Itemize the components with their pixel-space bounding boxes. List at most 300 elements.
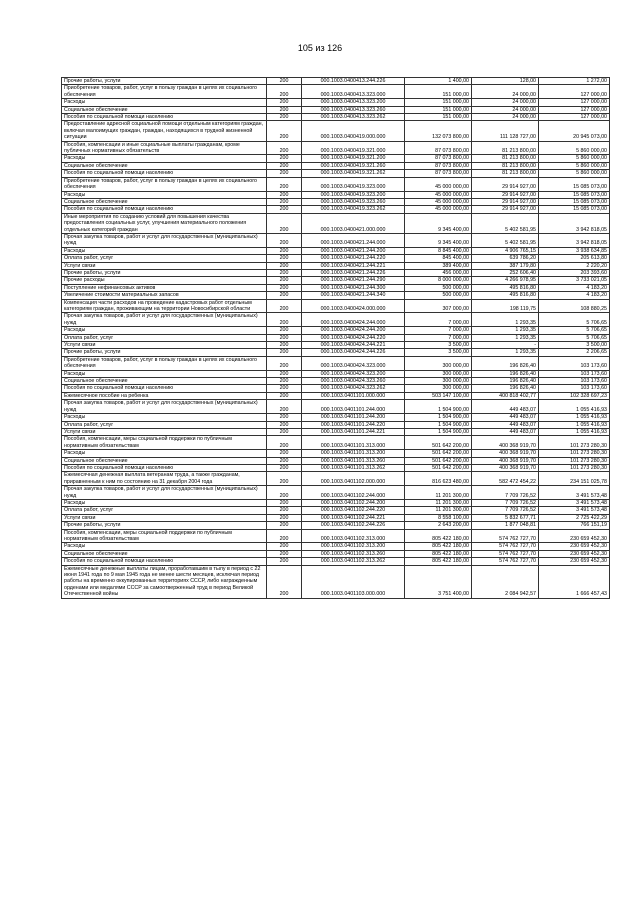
row-executed-amount-cell: 29 914 927,00 [472,191,539,198]
row-executed-amount-cell: 4 266 978,95 [472,277,539,284]
row-code-cell: 200 [267,550,302,557]
row-approved-amount-cell: 87 073 800,00 [405,155,472,162]
table-row [62,464,610,471]
row-classification-cell: 000.1003.0400424.323.262 [302,385,405,392]
row-code-cell: 200 [267,457,302,464]
row-executed-amount-cell: 111 128 727,00 [472,121,539,141]
row-name-cell: Оплата работ, услуг [62,421,267,428]
row-classification-cell: 000.1003.0400419.323.262 [302,206,405,213]
row-executed-amount-cell: 196 826,40 [472,356,539,370]
row-executed-amount-cell: 5 402 581,95 [472,213,539,233]
row-name-cell: Прочие работы, услуги [62,522,267,529]
row-classification-cell: 000.1003.0400419.323.260 [302,198,405,205]
row-approved-amount-cell: 9 345 400,00 [405,213,472,233]
table-row [62,356,610,370]
row-classification-cell: 000.1003.0401102.313.260 [302,550,405,557]
table-row [62,284,610,291]
row-name-cell: Социальное обеспечение [62,550,267,557]
row-approved-amount-cell: 805 422 180,00 [405,543,472,550]
row-code-cell: 200 [267,114,302,121]
budget-execution-table [61,77,610,599]
row-code-cell: 200 [267,284,302,291]
row-name-cell: Пособия по социальной помощи населению [62,558,267,565]
row-name-cell: Социальное обеспечение [62,162,267,169]
row-remaining-amount-cell: 15 085 073,00 [539,191,610,198]
row-approved-amount-cell: 300 000,00 [405,378,472,385]
row-executed-amount-cell: 1 293,35 [472,334,539,341]
row-classification-cell: 000.1003.0400424.000.000 [302,299,405,313]
row-name-cell: Социальное обеспечение [62,457,267,464]
table-row [62,414,610,421]
row-remaining-amount-cell: 3 500,00 [539,342,610,349]
row-executed-amount-cell: 7 709 726,52 [472,507,539,514]
row-classification-cell: 000.1003.0401102.313.200 [302,543,405,550]
table-row [62,499,610,506]
table-row [62,262,610,269]
row-code-cell: 200 [267,191,302,198]
row-classification-cell: 000.1003.0401102.313.262 [302,558,405,565]
row-approved-amount-cell: 503 147 100,00 [405,392,472,399]
table-row [62,486,610,500]
row-name-cell: Поступление нефинансовых активов [62,284,267,291]
row-remaining-amount-cell: 127 000,00 [539,85,610,99]
row-classification-cell: 000.1003.0400424.244.000 [302,313,405,327]
table-row [62,313,610,327]
row-executed-amount-cell: 449 483,07 [472,400,539,414]
row-executed-amount-cell: 29 914 927,00 [472,206,539,213]
row-approved-amount-cell: 8 845 400,00 [405,247,472,254]
row-classification-cell: 000.1003.0401103.000.000 [302,565,405,598]
row-classification-cell: 000.1003.0401101.244.221 [302,428,405,435]
table-row [62,247,610,254]
row-remaining-amount-cell: 3 491 573,48 [539,486,610,500]
row-approved-amount-cell: 501 642 200,00 [405,464,472,471]
row-name-cell: Пособия, компенсации, меры социальной поддержки по публичным нормативным обязательствам [62,529,267,543]
row-remaining-amount-cell: 1 055 416,93 [539,414,610,421]
row-executed-amount-cell: 128,00 [472,78,539,85]
row-approved-amount-cell: 805 422 180,00 [405,529,472,543]
row-executed-amount-cell: - [472,342,539,349]
row-classification-cell: 000.1003.0400413.323.262 [302,114,405,121]
row-executed-amount-cell: 198 119,75 [472,299,539,313]
row-remaining-amount-cell: 230 659 452,30 [539,529,610,543]
row-code-cell: 200 [267,522,302,529]
row-remaining-amount-cell: 15 085 073,00 [539,177,610,191]
row-approved-amount-cell: 8 000 000,00 [405,277,472,284]
row-classification-cell: 000.1003.0400419.000.000 [302,121,405,141]
row-name-cell: Социальное обеспечение [62,198,267,205]
row-approved-amount-cell: 45 000 000,00 [405,206,472,213]
row-approved-amount-cell: 805 422 180,00 [405,558,472,565]
row-executed-amount-cell: 196 826,40 [472,378,539,385]
row-name-cell: Приобретение товаров, работ, услуг в пользу граждан в целях их социального обеспечения [62,356,267,370]
row-code-cell: 200 [267,255,302,262]
row-approved-amount-cell: 816 623 480,00 [405,472,472,486]
row-name-cell: Услуги связи [62,262,267,269]
row-code-cell: 200 [267,277,302,284]
table-row [62,436,610,450]
row-classification-cell: 000.1003.0401102.313.000 [302,529,405,543]
row-executed-amount-cell: 196 826,40 [472,385,539,392]
row-executed-amount-cell: 400 368 919,70 [472,436,539,450]
row-remaining-amount-cell: 1 666 457,43 [539,565,610,598]
row-classification-cell: 000.1003.0401101.313.262 [302,464,405,471]
row-name-cell: Услуги связи [62,428,267,435]
row-executed-amount-cell: 574 762 727,70 [472,558,539,565]
row-remaining-amount-cell: 5 860 000,00 [539,162,610,169]
row-classification-cell: 000.1003.0400421.244.000 [302,233,405,247]
row-code-cell: 200 [267,233,302,247]
row-name-cell: Оплата работ, услуг [62,507,267,514]
row-code-cell: 200 [267,299,302,313]
row-approved-amount-cell: 151 000,00 [405,114,472,121]
row-executed-amount-cell: 400 368 919,70 [472,464,539,471]
table-row [62,450,610,457]
row-name-cell: Прочая закупка товаров, работ и услуг для государственных (муниципальных) нужд [62,313,267,327]
row-classification-cell: 000.1003.0400413.323.200 [302,99,405,106]
row-executed-amount-cell: 7 709 726,52 [472,499,539,506]
row-remaining-amount-cell: 101 273 280,30 [539,436,610,450]
row-classification-cell: 000.1003.0401101.313.000 [302,436,405,450]
row-executed-amount-cell: 1 293,35 [472,349,539,356]
row-approved-amount-cell: 500 000,00 [405,284,472,291]
row-executed-amount-cell: 400 818 402,77 [472,392,539,399]
table-row [62,472,610,486]
table-row [62,543,610,550]
row-name-cell: Услуги связи [62,342,267,349]
row-name-cell: Оплата работ, услуг [62,255,267,262]
row-remaining-amount-cell: 3 491 573,48 [539,499,610,506]
row-name-cell: Пособия, компенсации, меры социальной поддержки по публичным нормативным обязательствам [62,436,267,450]
row-code-cell: 200 [267,106,302,113]
row-classification-cell: 000.1003.0401102.000.000 [302,472,405,486]
row-executed-amount-cell: 582 472 454,22 [472,472,539,486]
row-classification-cell: 000.1003.0400421.244.290 [302,277,405,284]
row-classification-cell: 000.1003.0400419.321.260 [302,162,405,169]
row-name-cell: Ежемесячная денежная выплата ветеранам труда, а также гражданам, приравненным к ним по состоянию на 31 декабря 2004 года [62,472,267,486]
table-row [62,522,610,529]
row-classification-cell: 000.1003.0400421.244.340 [302,292,405,299]
row-classification-cell: 000.1003.0401102.244.000 [302,486,405,500]
row-code-cell: 200 [267,450,302,457]
row-approved-amount-cell: 45 000 000,00 [405,177,472,191]
row-executed-amount-cell: 81 213 800,00 [472,162,539,169]
row-approved-amount-cell: 132 073 800,00 [405,121,472,141]
row-code-cell: 200 [267,400,302,414]
table-row [62,269,610,276]
row-code-cell: 200 [267,198,302,205]
row-code-cell: 200 [267,141,302,155]
row-classification-cell: 000.1003.0401101.313.260 [302,457,405,464]
table-row [62,400,610,414]
table-row [62,162,610,169]
row-approved-amount-cell: 300 000,00 [405,385,472,392]
row-approved-amount-cell: 1 504 900,00 [405,421,472,428]
row-executed-amount-cell: 24 000,00 [472,99,539,106]
row-classification-cell: 000.1003.0400421.244.300 [302,284,405,291]
row-name-cell: Расходы [62,370,267,377]
row-code-cell: 200 [267,262,302,269]
row-remaining-amount-cell: 101 273 280,30 [539,464,610,471]
table-row [62,85,610,99]
row-remaining-amount-cell: 103 173,60 [539,370,610,377]
row-classification-cell: 000.1003.0401102.244.220 [302,507,405,514]
row-executed-amount-cell: 5 832 677,71 [472,514,539,521]
row-code-cell: 200 [267,378,302,385]
row-executed-amount-cell: 196 826,40 [472,370,539,377]
table-row [62,198,610,205]
row-classification-cell: 000.1003.0400421.244.200 [302,247,405,254]
row-classification-cell: 000.1003.0401102.244.221 [302,514,405,521]
row-classification-cell: 000.1003.0400419.323.000 [302,177,405,191]
row-code-cell: 200 [267,392,302,399]
row-executed-amount-cell: 1 877 048,81 [472,522,539,529]
table-row [62,385,610,392]
row-name-cell: Пособия по социальной помощи населению [62,464,267,471]
row-remaining-amount-cell: 1 055 416,93 [539,428,610,435]
row-approved-amount-cell: 8 558 100,00 [405,514,472,521]
row-name-cell: Увеличение стоимости материальных запасов [62,292,267,299]
row-executed-amount-cell: 574 762 727,70 [472,529,539,543]
row-code-cell: 200 [267,558,302,565]
row-approved-amount-cell: 501 642 200,00 [405,450,472,457]
row-code-cell: 200 [267,78,302,85]
row-classification-cell: 000.1003.0400413.323.000 [302,85,405,99]
row-executed-amount-cell: 81 213 800,00 [472,141,539,155]
row-executed-amount-cell: 24 000,00 [472,85,539,99]
table-row [62,155,610,162]
row-remaining-amount-cell: 127 000,00 [539,114,610,121]
row-remaining-amount-cell: 20 945 073,00 [539,121,610,141]
row-code-cell: 200 [267,206,302,213]
row-classification-cell: 000.1003.0401102.244.200 [302,499,405,506]
row-approved-amount-cell: 300 000,00 [405,370,472,377]
table-row [62,292,610,299]
row-name-cell: Пособия по социальной помощи населению [62,385,267,392]
row-remaining-amount-cell: 127 000,00 [539,106,610,113]
table-row [62,392,610,399]
row-remaining-amount-cell: 3 938 634,85 [539,247,610,254]
table-row [62,565,610,598]
row-name-cell: Прочие расходы [62,277,267,284]
row-classification-cell: 000.1003.0400419.323.200 [302,191,405,198]
row-classification-cell: 000.1003.0401101.000.000 [302,392,405,399]
row-classification-cell: 000.1003.0400419.321.200 [302,155,405,162]
row-name-cell: Прочие работы, услуги [62,349,267,356]
row-code-cell: 200 [267,499,302,506]
row-name-cell: Пособия по социальной помощи населению [62,206,267,213]
row-executed-amount-cell: 29 914 927,00 [472,198,539,205]
row-executed-amount-cell: 449 483,07 [472,428,539,435]
row-remaining-amount-cell: 1 055 416,93 [539,400,610,414]
row-code-cell: 200 [267,327,302,334]
table-row [62,349,610,356]
row-approved-amount-cell: 7 000,00 [405,334,472,341]
row-approved-amount-cell: 1 504 900,00 [405,428,472,435]
row-classification-cell: 000.1003.0400424.323.200 [302,370,405,377]
table-row [62,99,610,106]
row-classification-cell: 000.1003.0400421.000.000 [302,213,405,233]
table-row [62,106,610,113]
row-remaining-amount-cell: 101 273 280,30 [539,450,610,457]
row-name-cell: Пособия по социальной помощи населению [62,170,267,177]
row-approved-amount-cell: 300 000,00 [405,356,472,370]
row-code-cell: 200 [267,121,302,141]
row-name-cell: Прочая закупка товаров, работ и услуг для государственных (муниципальных) нужд [62,400,267,414]
row-executed-amount-cell: 81 213 800,00 [472,155,539,162]
row-approved-amount-cell: 845 400,00 [405,255,472,262]
row-approved-amount-cell: 3 500,00 [405,349,472,356]
row-code-cell: 200 [267,170,302,177]
row-classification-cell: 000.1003.0400419.321.262 [302,170,405,177]
row-approved-amount-cell: 3 751 400,00 [405,565,472,598]
row-classification-cell: 000.1003.0401101.313.200 [302,450,405,457]
row-code-cell: 200 [267,472,302,486]
row-name-cell: Прочая закупка товаров, работ и услуг для государственных (муниципальных) нужд [62,233,267,247]
row-classification-cell: 000.1003.0401102.244.226 [302,522,405,529]
row-name-cell: Иные мероприятия по созданию условий для повышения качества предоставления социальных услуг, улучшения материального положения отдельных категорий граждан [62,213,267,233]
table-row [62,514,610,521]
row-approved-amount-cell: 3 500,00 [405,342,472,349]
row-remaining-amount-cell: 5 860 000,00 [539,155,610,162]
row-remaining-amount-cell: 5 706,65 [539,334,610,341]
row-approved-amount-cell: 307 000,00 [405,299,472,313]
row-executed-amount-cell: 4 906 765,15 [472,247,539,254]
row-code-cell: 200 [267,342,302,349]
table-row [62,78,610,85]
row-approved-amount-cell: 87 073 800,00 [405,162,472,169]
row-name-cell: Приобретение товаров, работ, услуг в пользу граждан в целях их социального обеспечения [62,177,267,191]
table-row [62,428,610,435]
row-approved-amount-cell: 11 201 300,00 [405,499,472,506]
row-approved-amount-cell: 7 000,00 [405,327,472,334]
row-remaining-amount-cell: 101 273 280,30 [539,457,610,464]
row-executed-amount-cell: 574 762 727,70 [472,543,539,550]
row-classification-cell: 000.1003.0400424.244.221 [302,342,405,349]
row-approved-amount-cell: 87 073 800,00 [405,170,472,177]
row-approved-amount-cell: 501 642 200,00 [405,436,472,450]
row-code-cell: 200 [267,565,302,598]
table-row [62,206,610,213]
row-remaining-amount-cell: 230 659 452,30 [539,550,610,557]
row-name-cell: Оплата работ, услуг [62,334,267,341]
table-row [62,141,610,155]
row-code-cell: 200 [267,486,302,500]
row-name-cell: Расходы [62,543,267,550]
row-code-cell: 200 [267,529,302,543]
row-remaining-amount-cell: 205 613,80 [539,255,610,262]
row-name-cell: Расходы [62,155,267,162]
row-approved-amount-cell: 7 000,00 [405,313,472,327]
row-remaining-amount-cell: 3 491 573,48 [539,507,610,514]
row-approved-amount-cell: 151 000,00 [405,85,472,99]
row-code-cell: 200 [267,334,302,341]
table-row [62,529,610,543]
table-row [62,507,610,514]
row-remaining-amount-cell: 3 942 818,05 [539,233,610,247]
row-name-cell: Расходы [62,327,267,334]
row-approved-amount-cell: 151 000,00 [405,106,472,113]
row-code-cell: 200 [267,177,302,191]
row-name-cell: Расходы [62,191,267,198]
table-row [62,370,610,377]
table-row [62,421,610,428]
row-classification-cell: 000.1003.0400413.244.226 [302,78,405,85]
row-approved-amount-cell: 500 000,00 [405,292,472,299]
row-classification-cell: 000.1003.0400421.244.221 [302,262,405,269]
row-approved-amount-cell: 45 000 000,00 [405,191,472,198]
row-code-cell: 200 [267,292,302,299]
row-classification-cell: 000.1003.0400424.244.200 [302,327,405,334]
row-name-cell: Прочая закупка товаров, работ и услуг для государственных (муниципальных) нужд [62,486,267,500]
row-code-cell: 200 [267,85,302,99]
row-remaining-amount-cell: 1 272,00 [539,78,610,85]
row-name-cell: Расходы [62,99,267,106]
table-row [62,121,610,141]
row-code-cell: 200 [267,543,302,550]
page-number-header: 105 из 126 [297,43,343,53]
row-code-cell: 200 [267,514,302,521]
row-remaining-amount-cell: 230 659 452,30 [539,543,610,550]
row-classification-cell: 000.1003.0400421.244.226 [302,269,405,276]
row-code-cell: 200 [267,464,302,471]
row-name-cell: Ежемесячное пособие на ребенка [62,392,267,399]
row-remaining-amount-cell: 766 151,19 [539,522,610,529]
row-remaining-amount-cell: 102 328 697,23 [539,392,610,399]
row-remaining-amount-cell: 230 659 452,30 [539,558,610,565]
row-approved-amount-cell: 45 000 000,00 [405,198,472,205]
row-approved-amount-cell: 805 422 180,00 [405,550,472,557]
row-executed-amount-cell: 5 402 581,95 [472,233,539,247]
row-classification-cell: 000.1003.0400424.244.220 [302,334,405,341]
table-row [62,170,610,177]
row-approved-amount-cell: 87 073 800,00 [405,141,472,155]
row-name-cell: Расходы [62,247,267,254]
row-classification-cell: 000.1003.0400424.323.260 [302,378,405,385]
row-approved-amount-cell: 151 000,00 [405,99,472,106]
row-executed-amount-cell: 400 368 919,70 [472,457,539,464]
row-remaining-amount-cell: 15 085 073,00 [539,206,610,213]
row-executed-amount-cell: 1 293,35 [472,313,539,327]
row-executed-amount-cell: 387 179,80 [472,262,539,269]
row-executed-amount-cell: 2 084 942,57 [472,565,539,598]
table-row [62,299,610,313]
table-row [62,233,610,247]
row-approved-amount-cell: 11 201 300,00 [405,486,472,500]
row-code-cell: 200 [267,99,302,106]
row-executed-amount-cell: 24 000,00 [472,106,539,113]
row-name-cell: Социальное обеспечение [62,378,267,385]
row-executed-amount-cell: 639 786,20 [472,255,539,262]
table-body [62,78,610,599]
table-row [62,378,610,385]
row-code-cell: 200 [267,213,302,233]
row-code-cell: 200 [267,370,302,377]
table-row [62,255,610,262]
row-classification-cell: 000.1003.0400424.323.000 [302,356,405,370]
row-classification-cell: 000.1003.0400419.321.000 [302,141,405,155]
row-name-cell: Социальное обеспечение [62,106,267,113]
row-code-cell: 200 [267,421,302,428]
row-name-cell: Пособия, компенсации и иные социальные выплаты гражданам, кроме публичных нормативных обязательств [62,141,267,155]
row-executed-amount-cell: 495 816,80 [472,284,539,291]
table-row [62,213,610,233]
row-remaining-amount-cell: 3 942 818,05 [539,213,610,233]
table-row [62,191,610,198]
row-name-cell: Прочие работы, услуги [62,269,267,276]
row-approved-amount-cell: 389 400,00 [405,262,472,269]
row-remaining-amount-cell: 5 860 000,00 [539,141,610,155]
